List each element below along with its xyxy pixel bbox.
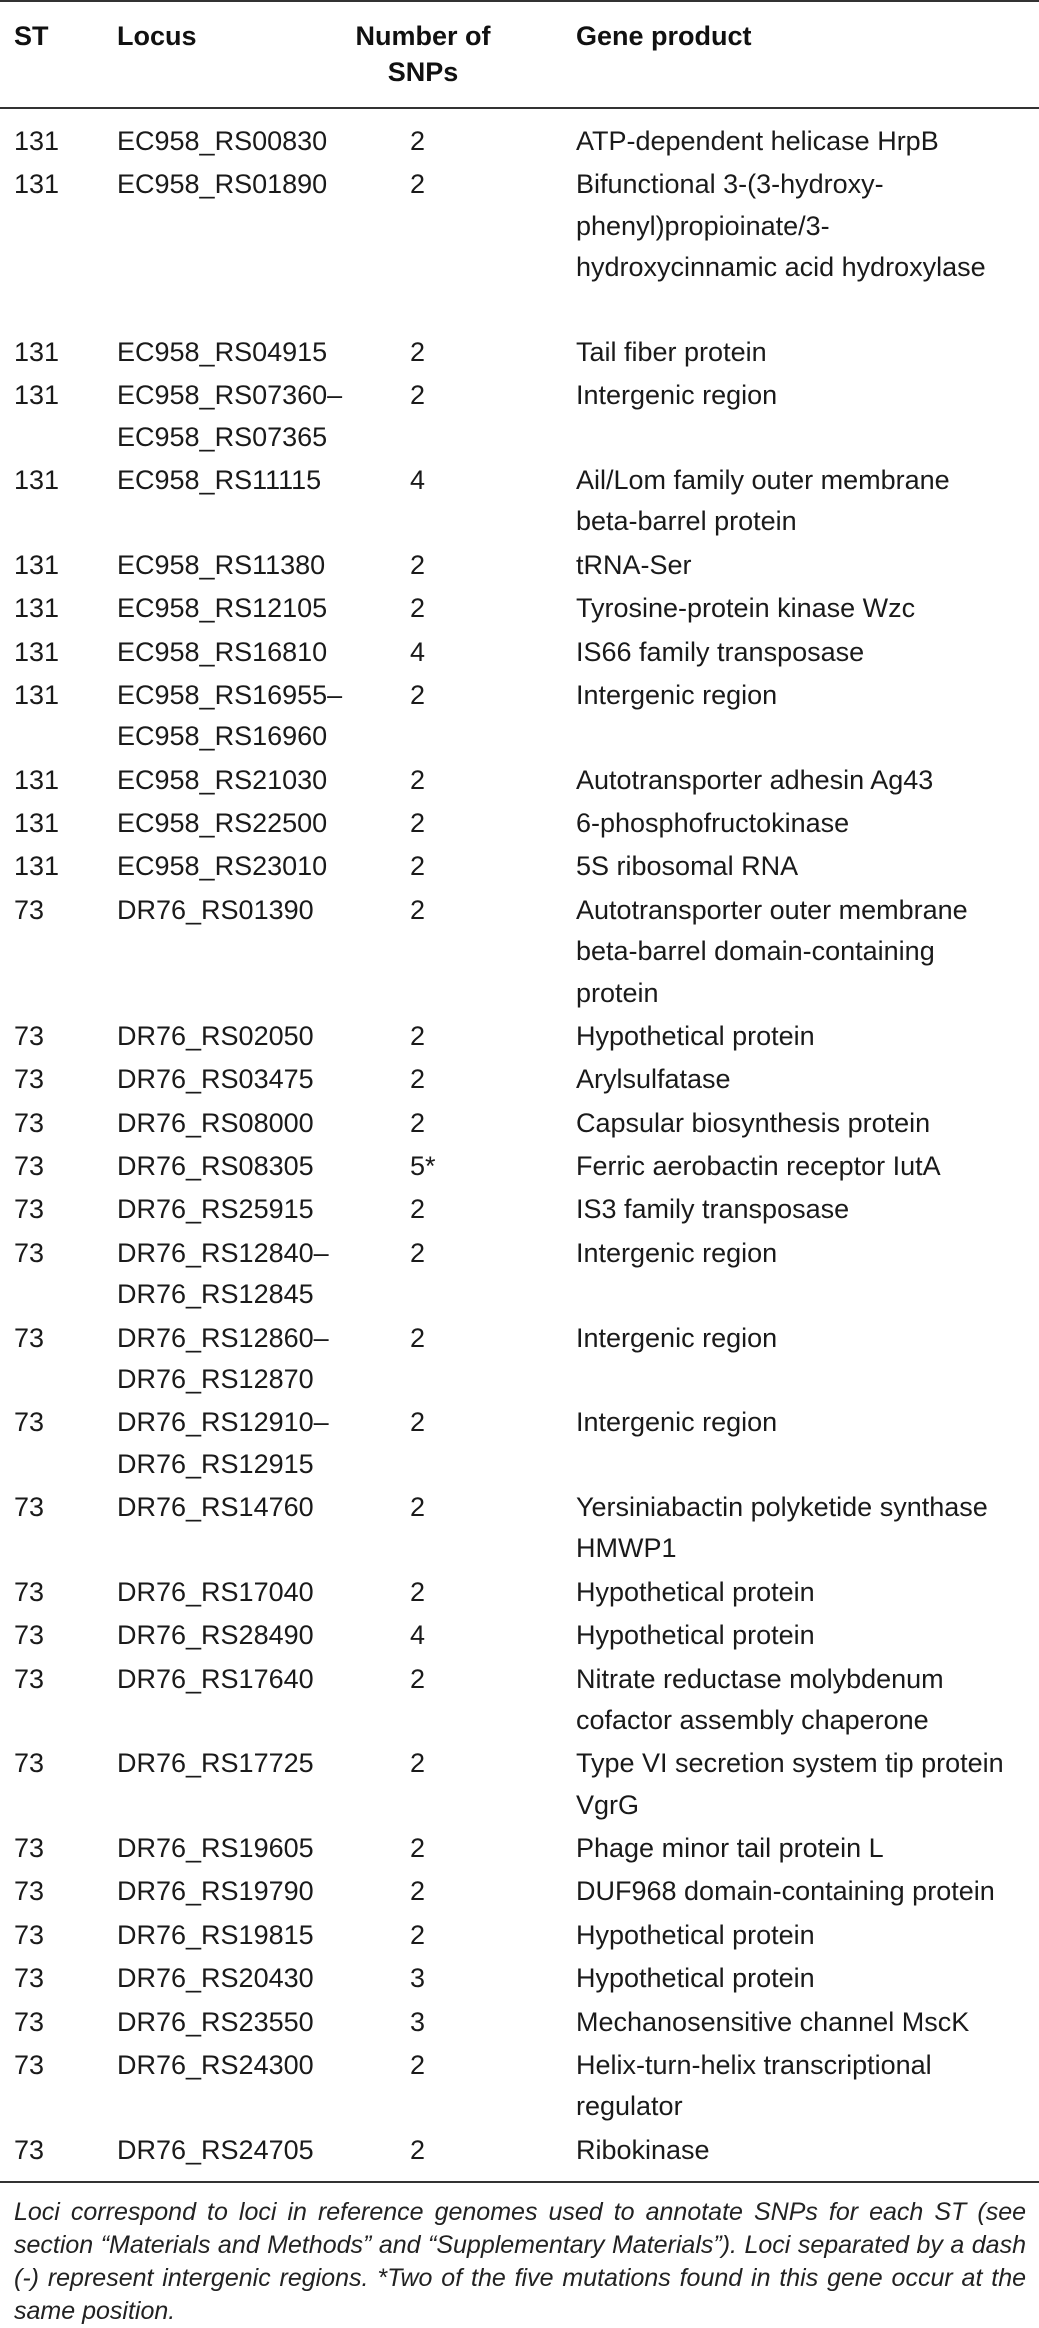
row-locus-cell: EC958_RS11380 [117, 549, 326, 580]
row-locus-cell: DR76_RS08000 [117, 1107, 314, 1138]
row-gene-product-cell: Ferric aerobactin receptor IutA [576, 1151, 941, 1181]
row-locus-cell: DR76_RS23550 [117, 2006, 314, 2037]
row-locus-cell: DR76_RS25915 [117, 1194, 314, 1225]
table-row [0, 545, 1039, 586]
row-locus-cell: DR76_RS17040 [117, 1576, 314, 1607]
row-locus-cell: EC958_RS22500 [117, 808, 328, 838]
table-row [0, 1958, 1039, 1999]
row-gene-product-cell: 5S ribosomal RNA [576, 851, 799, 882]
table-row [0, 1233, 1039, 1316]
row-locus-cell: EC958_RS01890 [117, 169, 328, 200]
row-snps-cell: 2 [410, 1194, 426, 1225]
row-locus-cell: EC958_RS11115 [117, 465, 322, 495]
table-row [0, 1915, 1039, 1956]
row-st-cell: 73 [14, 894, 45, 925]
row-gene-product-cell: Tail fiber protein [576, 336, 767, 367]
row-st-cell: 73 [14, 1876, 45, 1907]
row-st-cell: 73 [14, 1151, 45, 1181]
table-bottom-rule [0, 2181, 1039, 2183]
row-snps-cell: 2 [410, 126, 426, 156]
row-snps-cell: 3 [410, 2006, 426, 2037]
row-snps-cell: 2 [410, 1833, 426, 1863]
row-gene-product-cell: Mechanosensitive channel MscK [576, 2006, 970, 2037]
row-snps-cell: 2 [410, 679, 426, 710]
row-gene-product-cell: Intergenic region [576, 679, 778, 710]
header-gene-product: Gene product [576, 21, 752, 51]
row-locus-cell: DR76_RS20430 [117, 1963, 314, 1994]
table-row [0, 1189, 1039, 1230]
row-st-cell: 73 [14, 1237, 45, 1268]
row-st-cell: 73 [14, 1748, 45, 1779]
row-snps-cell: 2 [410, 1663, 426, 1694]
table-row [0, 1487, 1039, 1570]
table-row [0, 675, 1039, 758]
row-st-cell: 73 [14, 1663, 45, 1694]
row-locus-cell: DR76_RS12860– DR76_RS12870 [117, 1322, 329, 1394]
row-st-cell: 73 [14, 1194, 45, 1225]
row-gene-product-cell: Intergenic region [576, 1322, 778, 1353]
table-row [0, 890, 1039, 1014]
row-locus-cell: DR76_RS28490 [117, 1620, 314, 1651]
row-snps-cell: 2 [410, 1576, 426, 1607]
table-row [0, 1318, 1039, 1401]
row-st-cell: 73 [14, 1107, 45, 1138]
row-locus-cell: DR76_RS01390 [117, 894, 314, 925]
row-locus-cell: EC958_RS23010 [117, 851, 328, 882]
row-locus-cell: DR76_RS19605 [117, 1833, 314, 1863]
row-st-cell: 73 [14, 1020, 45, 1051]
row-snps-cell: 3 [410, 1963, 426, 1994]
row-gene-product-cell: Tyrosine-protein kinase Wzc [576, 593, 916, 624]
row-snps-cell: 2 [410, 593, 426, 624]
row-gene-product-cell: Autotransporter outer membrane beta-barrel domain-containing protein [576, 894, 968, 1008]
row-snps-cell: 2 [410, 1876, 426, 1907]
row-snps-cell: 2 [410, 1064, 426, 1095]
row-snps-cell: 2 [410, 1107, 426, 1138]
row-st-cell: 73 [14, 1492, 45, 1522]
row-locus-cell: EC958_RS00830 [117, 126, 328, 156]
header-number-of-snps: Number of SNPs [355, 21, 491, 87]
table-row [0, 1402, 1039, 1485]
row-snps-cell: 2 [410, 851, 426, 882]
row-locus-cell: EC958_RS04915 [117, 336, 328, 367]
row-gene-product-cell: tRNA-Ser [576, 549, 692, 580]
row-locus-cell: DR76_RS24705 [117, 2134, 314, 2165]
row-st-cell: 73 [14, 1963, 45, 1994]
table-row [0, 332, 1039, 373]
row-st-cell: 73 [14, 2006, 45, 2037]
row-locus-cell: DR76_RS02050 [117, 1020, 314, 1051]
table-row [0, 460, 1039, 543]
row-st-cell: 73 [14, 1919, 45, 1950]
table-row [0, 588, 1039, 629]
table-row [0, 375, 1039, 458]
row-gene-product-cell: Capsular biosynthesis protein [576, 1107, 931, 1138]
row-gene-product-cell: Hypothetical protein [576, 1963, 815, 1994]
row-st-cell: 131 [14, 808, 60, 838]
row-locus-cell: EC958_RS12105 [117, 593, 328, 624]
table-row [0, 2002, 1039, 2043]
row-snps-cell: 4 [410, 465, 426, 495]
table-row [0, 846, 1039, 887]
table-row [0, 1659, 1039, 1742]
row-gene-product-cell: Bifunctional 3-(3-hydroxy-phenyl)propioinate/3-hydroxycinnamic acid hydroxylase [576, 169, 986, 283]
row-snps-cell: 2 [410, 1407, 426, 1438]
row-st-cell: 131 [14, 851, 60, 882]
row-st-cell: 131 [14, 636, 60, 667]
row-snps-cell: 2 [410, 380, 426, 411]
row-gene-product-cell: Intergenic region [576, 1407, 778, 1438]
row-locus-cell: DR76_RS19815 [117, 1919, 314, 1950]
row-snps-cell: 2 [410, 2134, 426, 2165]
table-top-rule [0, 0, 1039, 2]
row-locus-cell: DR76_RS17725 [117, 1748, 314, 1779]
row-snps-cell: 2 [410, 1020, 426, 1051]
row-st-cell: 73 [14, 2049, 45, 2080]
row-gene-product-cell: ATP-dependent helicase HrpB [576, 126, 939, 156]
row-gene-product-cell: Intergenic region [576, 1237, 778, 1268]
row-gene-product-cell: IS3 family transposase [576, 1194, 850, 1225]
row-gene-product-cell: Type VI secretion system tip protein VgrG [576, 1748, 1004, 1820]
row-snps-cell: 2 [410, 894, 426, 925]
row-gene-product-cell: Hypothetical protein [576, 1576, 815, 1607]
row-st-cell: 73 [14, 2134, 45, 2165]
row-st-cell: 73 [14, 1407, 45, 1438]
row-snps-cell: 2 [410, 1748, 426, 1779]
row-snps-cell: 2 [410, 764, 426, 795]
row-gene-product-cell: Intergenic region [576, 380, 778, 411]
row-snps-cell: 2 [410, 549, 426, 580]
row-st-cell: 73 [14, 1833, 45, 1863]
table-body [0, 121, 1039, 2173]
row-st-cell: 131 [14, 764, 60, 795]
table-row [0, 121, 1039, 162]
table-row [0, 1016, 1039, 1057]
row-gene-product-cell: Helix-turn-helix transcriptional regulator [576, 2049, 932, 2122]
table-row [0, 760, 1039, 801]
row-gene-product-cell: Ail/Lom family outer membrane beta-barrel protein [576, 465, 950, 537]
row-gene-product-cell: DUF968 domain-containing protein [576, 1876, 995, 1907]
row-st-cell: 131 [14, 593, 60, 624]
table-row [0, 2045, 1039, 2128]
row-st-cell: 131 [14, 336, 60, 367]
row-snps-cell: 2 [410, 1322, 426, 1353]
row-gene-product-cell: Hypothetical protein [576, 1620, 815, 1651]
row-st-cell: 131 [14, 465, 60, 495]
row-gene-product-cell: Hypothetical protein [576, 1919, 815, 1950]
table-row [0, 1146, 1039, 1187]
table-row [0, 1059, 1039, 1100]
row-snps-cell: 2 [410, 169, 426, 200]
row-gene-product-cell: 6-phosphofructokinase [576, 808, 850, 838]
row-st-cell: 73 [14, 1322, 45, 1353]
row-snps-cell: 2 [410, 1919, 426, 1950]
table-row [0, 1103, 1039, 1144]
table-row [0, 1828, 1039, 1869]
table-row [0, 164, 1039, 330]
row-gene-product-cell: Yersiniabactin polyketide synthase HMWP1 [576, 1492, 988, 1564]
table-row [0, 803, 1039, 844]
row-st-cell: 131 [14, 169, 60, 200]
row-st-cell: 131 [14, 380, 60, 411]
table-row [0, 1743, 1039, 1826]
row-gene-product-cell: IS66 family transposase [576, 636, 865, 667]
row-locus-cell: EC958_RS07360– EC958_RS07365 [117, 380, 343, 452]
row-locus-cell: DR76_RS12910– DR76_RS12915 [117, 1407, 329, 1479]
table-header-rule [0, 107, 1039, 109]
row-st-cell: 73 [14, 1064, 45, 1095]
table-row [0, 632, 1039, 673]
header-locus: Locus [117, 21, 197, 51]
row-st-cell: 73 [14, 1620, 45, 1651]
row-locus-cell: DR76_RS12840– DR76_RS12845 [117, 1237, 329, 1310]
row-gene-product-cell: Nitrate reductase molybdenum cofactor assembly chaperone [576, 1663, 944, 1735]
table-row [0, 1871, 1039, 1912]
row-gene-product-cell: Hypothetical protein [576, 1020, 815, 1051]
row-locus-cell: DR76_RS17640 [117, 1663, 314, 1694]
row-st-cell: 131 [14, 679, 60, 710]
row-gene-product-cell: Arylsulfatase [576, 1064, 731, 1095]
row-snps-cell: 2 [410, 808, 426, 838]
header-st: ST [14, 21, 49, 51]
row-locus-cell: EC958_RS16955– EC958_RS16960 [117, 679, 343, 752]
table-footnote: Loci correspond to loci in reference genomes used to annotate SNPs for each ST (see section “Materials and Methods” and “Supplementary Materials”). Loci separated by a dash (-) represent intergenic regions. *Two of the five mutations found in this gene occur at the same position. [14, 2198, 1026, 2325]
row-locus-cell: EC958_RS16810 [117, 636, 328, 667]
row-st-cell: 131 [14, 549, 60, 580]
row-snps-cell: 4 [410, 1620, 426, 1651]
row-snps-cell: 2 [410, 1492, 426, 1522]
row-locus-cell: DR76_RS14760 [117, 1492, 314, 1522]
row-st-cell: 131 [14, 126, 60, 156]
row-locus-cell: DR76_RS19790 [117, 1876, 314, 1907]
row-snps-cell: 4 [410, 636, 426, 667]
table-row [0, 1572, 1039, 1613]
row-snps-cell: 2 [410, 2049, 426, 2080]
row-snps-cell: 2 [410, 1237, 426, 1268]
row-locus-cell: DR76_RS03475 [117, 1064, 314, 1095]
row-snps-cell: 5* [410, 1151, 436, 1181]
row-gene-product-cell: Ribokinase [576, 2134, 710, 2165]
row-snps-cell: 2 [410, 336, 426, 367]
row-gene-product-cell: Phage minor tail protein L [576, 1833, 884, 1863]
table-row [0, 2130, 1039, 2171]
row-locus-cell: DR76_RS24300 [117, 2049, 314, 2080]
row-locus-cell: EC958_RS21030 [117, 764, 328, 795]
row-st-cell: 73 [14, 1576, 45, 1607]
row-locus-cell: DR76_RS08305 [117, 1151, 314, 1181]
row-gene-product-cell: Autotransporter adhesin Ag43 [576, 764, 934, 795]
table-row [0, 1615, 1039, 1656]
